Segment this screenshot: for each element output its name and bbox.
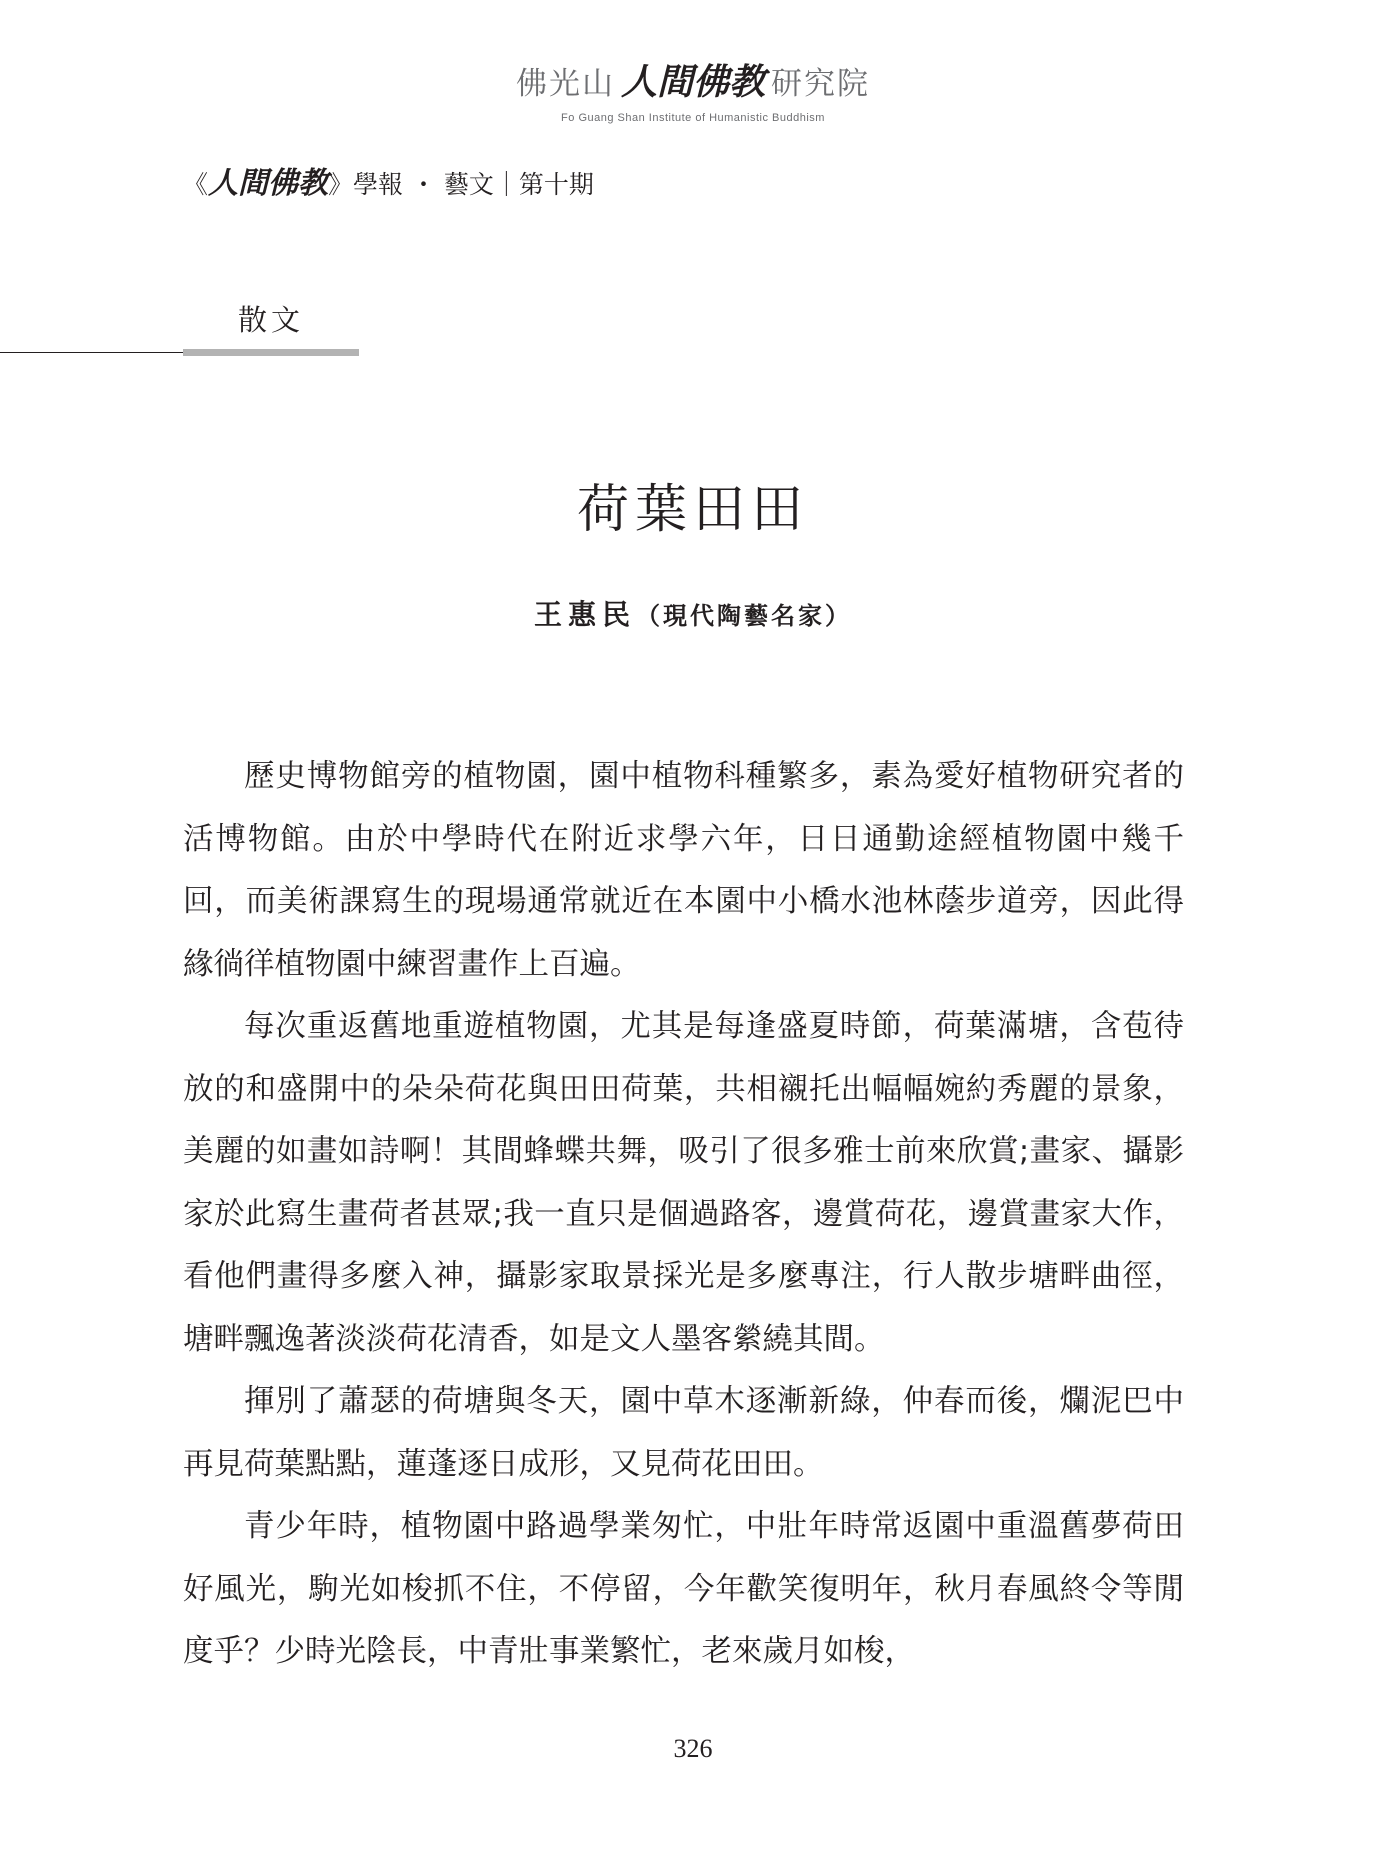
journal-open-quote: 《 bbox=[183, 170, 209, 199]
author-name: 王惠民 bbox=[533, 598, 636, 631]
journal-running-head bbox=[183, 166, 594, 203]
body-paragraph: 每次重返舊地重遊植物園，尤其是每逢盛夏時節，荷葉滿塘，含苞待放的和盛開中的朵朵荷花與田田荷葉，共相襯托出幅幅婉約秀麗的景象，美麗的如畫如詩啊！其間蜂蝶共舞，吸引了很多雅士前來欣賞;畫家、攝影家於此寫生畫荷者甚眾;我一直只是個過路客，邊賞荷花，邊賞畫家大作，看他們畫得多麼入神，攝影家取景採光是多麼專注，行人散步塘畔曲徑，塘畔飄逸著淡淡荷花清香，如是文人墨客縈繞其間。 bbox=[183, 1009, 1184, 1357]
institute-brand-logo: 人間佛教 bbox=[620, 61, 765, 103]
journal-close-quote: 》 bbox=[328, 170, 354, 199]
institute-suffix: 研究院 bbox=[771, 66, 870, 102]
author-affiliation: （現代陶藝名家） bbox=[636, 601, 852, 630]
journal-brand: 人間佛教 bbox=[208, 166, 329, 201]
institute-header bbox=[0, 62, 1386, 104]
institute-english-name: Fo Guang Shan Institute of Humanistic Buddhism bbox=[561, 112, 825, 124]
section-rule-thick bbox=[183, 349, 359, 356]
article-body bbox=[183, 746, 1184, 1684]
section-rule-thin bbox=[0, 352, 183, 353]
section-label: 散文 bbox=[238, 303, 305, 337]
body-paragraph: 歷史博物館旁的植物園，園中植物科種繁多，素為愛好植物研究者的活博物館。由於中學時代在附近求學六年，日日通勤途經植物園中幾千回，而美術課寫生的現場通常就近在本園中小橋水池林蔭步道旁，因此得緣徜徉植物園中練習畫作上百遍。 bbox=[183, 759, 1184, 982]
page-number: 326 bbox=[673, 1734, 713, 1763]
body-paragraph: 青少年時，植物園中路過學業匆忙，中壯年時常返園中重溫舊夢荷田好風光，駒光如梭抓不住，不停留，今年歡笑復明年，秋月春風終令等閒度乎？少時光陰長，中青壯事業繁忙，老來歲月如梭， bbox=[183, 1509, 1184, 1669]
article-title: 荷葉田田 bbox=[576, 480, 809, 540]
institute-prefix: 佛光山 bbox=[515, 66, 615, 102]
journal-issue-info: 學報 ・ 藝文｜第十期 bbox=[353, 170, 594, 199]
body-paragraph: 揮別了蕭瑟的荷塘與冬天，園中草木逐漸新綠，仲春而後，爛泥巴中再見荷葉點點，蓮蓬逐日成形，又見荷花田田。 bbox=[183, 1384, 1184, 1482]
article-byline bbox=[0, 596, 1386, 635]
